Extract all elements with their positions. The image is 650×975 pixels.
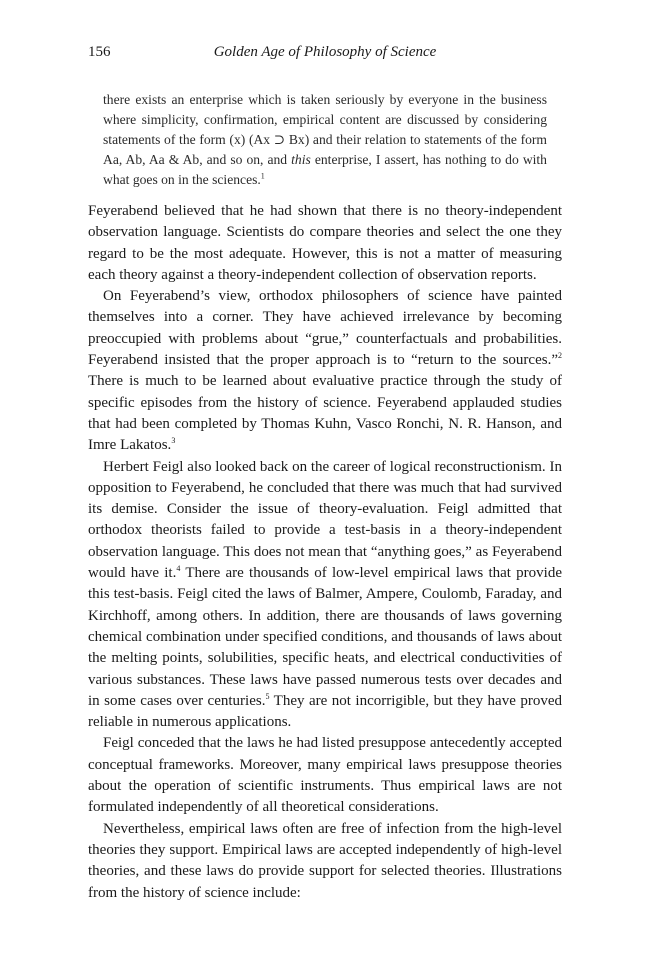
footnote-marker: 2 xyxy=(558,351,562,361)
paragraph-2 xyxy=(88,286,562,456)
paragraph-3 xyxy=(88,457,562,734)
paragraph-4: Feigl conceded that the laws he had listed presuppose antecedently accepted conceptual frameworks. Moreover, many empirical laws presuppose theories about the operation of scientific instruments. Thus empirical laws are not formulated independently of all theoretical considerations. xyxy=(88,735,562,816)
block-quote xyxy=(103,90,547,190)
quote-emphasis: this xyxy=(291,152,311,167)
footnote-marker: 5 xyxy=(265,691,270,701)
paragraph-3-text-b: There are thousands of low-level empirical laws that provide this test-basis. Feigl cited the laws of Balmer, Ampere, Coulomb, Faraday, and Kirchhoff, among others. In addition, there are thousands of laws governing chemical combination under specified conditions, and thousands of laws about the melting points, solubilities, specific heats, and electrical conductivities of various substances. These laws have passed numerous tests over decades and in some cases over centuries. xyxy=(88,565,562,709)
paragraph-1: Feyerabend believed that he had shown that there is no theory-independent observation language. Scientists do compare theories and select the one they regard to be the most adequate. However, this is not a matter of measuring each theory against a theory-independent collection of observation reports. xyxy=(88,203,562,283)
paragraph-2-text-a: On Feyerabend’s view, orthodox philosophers of science have painted themselves into a corner. They have achieved irrelevance by becoming preoccupied with problems about “grue,” counterfactuals and probabilities. Feyerabend insisted that the proper approach is to “return to the sources.” xyxy=(88,288,562,369)
paragraph-3-text-a: Herbert Feigl also looked back on the career of logical reconstructionism. In opposition to Feyerabend, he concluded that there was much that had survived its demise. Consider the issue of theory-evaluation. Feigl admitted that orthodox theorists failed to provide a test-basis in a theory-independent observation language. This does not mean that “anything goes,” as Feyerabend would have it. xyxy=(88,458,562,582)
quote-text-after: enterprise, I assert, has nothing to do with what goes on in the sciences. xyxy=(103,152,547,187)
page-header xyxy=(88,44,562,64)
body-text xyxy=(88,201,562,904)
page-number: 156 xyxy=(88,44,111,60)
footnote-marker: 1 xyxy=(260,171,265,181)
running-title: Golden Age of Philosophy of Science xyxy=(213,44,437,60)
paragraph-2-text-b: There is much to be learned about evaluative practice through the study of specific episodes from the history of science. Feyerabend applauded studies that had been completed by Thomas Kuhn, Vasco Ronchi, N. R. Hanson, and Imre Lakatos. xyxy=(88,373,562,454)
paragraph-5: Nevertheless, empirical laws often are free of infection from the high-level theories they support. Empirical laws are accepted independently of high-level theories, and these laws do provide support for selected theories. Illustrations from the history of science include: xyxy=(88,820,562,901)
quote-text-before: there exists an enterprise which is taken seriously by everyone in the business where simplicity, confirmation, empirical content are discussed by considering statements of the form (x) (Ax ⊃ Bx) and their relation to statements of the form Aa, Ab, Aa & Ab, and so on, and xyxy=(103,92,547,167)
footnote-marker: 4 xyxy=(176,564,181,574)
paragraph-3-text-c: They are not incorrigible, but they have proved reliable in numerous applications. xyxy=(88,692,563,731)
footnote-marker: 3 xyxy=(171,436,176,446)
